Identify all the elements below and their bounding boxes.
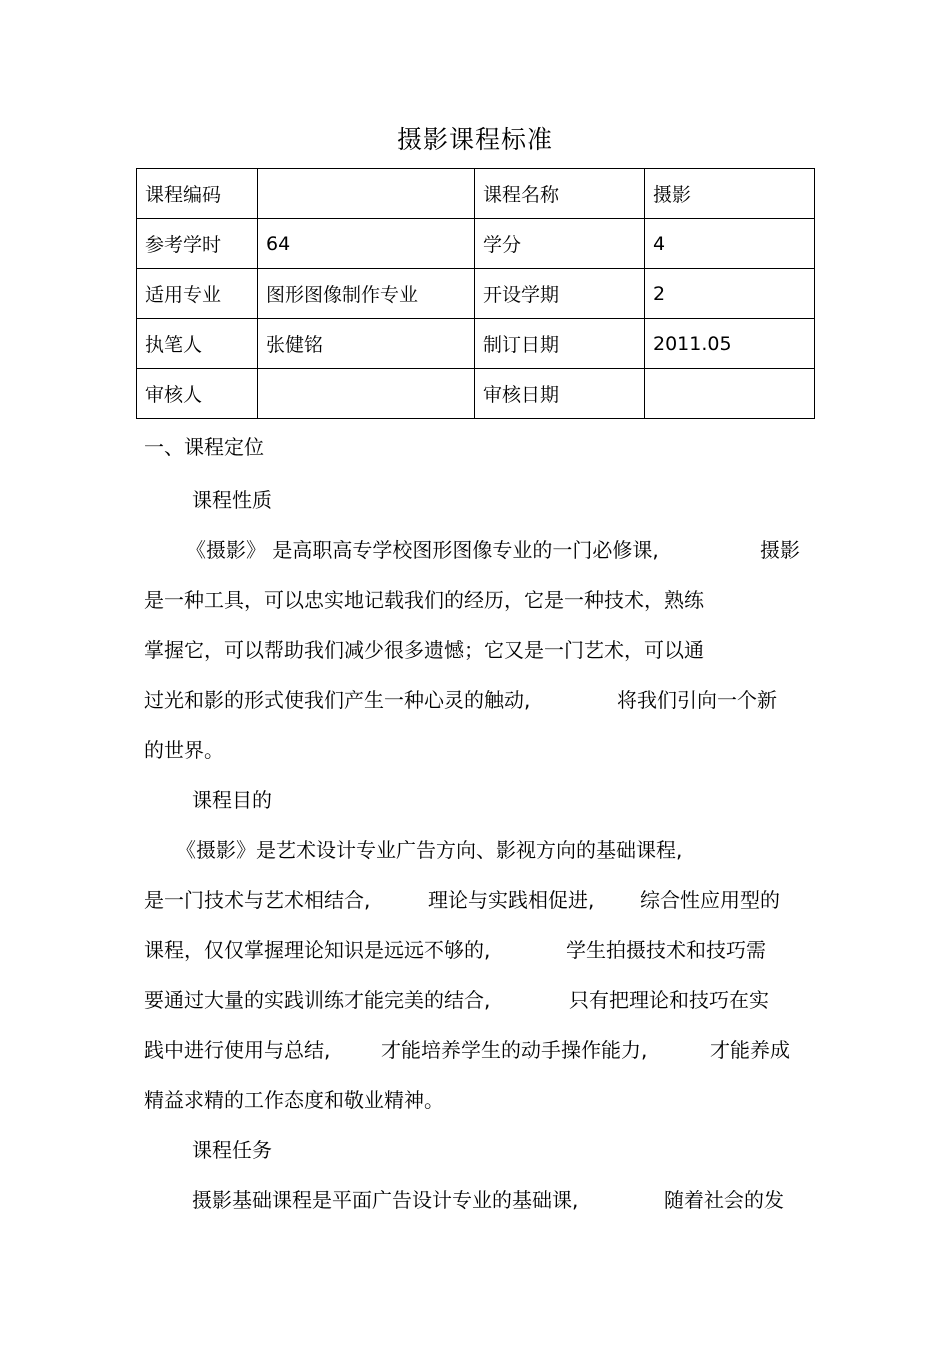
paragraph-line: 过光和影的形式使我们产生一种心灵的触动, <box>144 688 531 712</box>
paragraph-line: 只有把理论和技巧在实 <box>569 988 769 1012</box>
paragraph-line: 摄影基础课程是平面广告设计专业的基础课, <box>192 1188 579 1212</box>
table-cell: 审核日期 <box>475 369 645 419</box>
table-cell: 摄影 <box>645 169 815 219</box>
table-cell: 张健铭 <box>258 319 475 369</box>
paragraph-line: 《摄影》是艺术设计专业广告方向、影视方向的基础课程, <box>176 838 683 862</box>
paragraph-line: 精益求精的工作态度和敬业精神。 <box>144 1088 444 1112</box>
paragraph-line: 将我们引向一个新 <box>617 688 777 712</box>
paragraph-line: 学生拍摄技术和技巧需 <box>566 938 766 962</box>
table-cell: 审核人 <box>137 369 258 419</box>
table-cell: 课程编码 <box>137 169 258 219</box>
table-row <box>137 369 815 419</box>
table-cell: 制订日期 <box>475 319 645 369</box>
table-cell <box>258 169 475 219</box>
table-cell <box>258 369 475 419</box>
table-cell: 适用专业 <box>137 269 258 319</box>
table-row <box>137 169 815 219</box>
table-cell: 参考学时 <box>137 219 258 269</box>
section-heading: 一、课程定位 <box>144 435 264 459</box>
table-cell <box>645 369 815 419</box>
paragraph-line: 要通过大量的实践训练才能完美的结合, <box>144 988 491 1012</box>
table-row <box>137 269 815 319</box>
paragraph-line: 《摄影》 是高职高专学校图形图像专业的一门必修课, <box>186 538 659 562</box>
table-row <box>137 319 815 369</box>
subsection-heading: 课程目的 <box>192 788 272 812</box>
subsection-heading: 课程任务 <box>192 1138 272 1162</box>
table-cell: 4 <box>645 219 815 269</box>
paragraph-line: 才能养成 <box>710 1038 790 1062</box>
table-cell: 64 <box>258 219 475 269</box>
table-cell: 图形图像制作专业 <box>258 269 475 319</box>
table-row <box>137 219 815 269</box>
paragraph-line: 综合性应用型的 <box>640 888 780 912</box>
table-cell: 课程名称 <box>475 169 645 219</box>
paragraph-line: 才能培养学生的动手操作能力, <box>381 1038 648 1062</box>
paragraph-line: 是一门技术与艺术相结合, <box>144 888 371 912</box>
table-cell: 学分 <box>475 219 645 269</box>
table-cell: 2011.05 <box>645 319 815 369</box>
table-cell: 开设学期 <box>475 269 645 319</box>
paragraph-line: 是一种工具，可以忠实地记载我们的经历，它是一种技术，熟练 <box>144 588 704 612</box>
table-cell: 执笔人 <box>137 319 258 369</box>
paragraph-line: 践中进行使用与总结, <box>144 1038 331 1062</box>
course-info-table <box>136 168 815 419</box>
paragraph-line: 随着社会的发 <box>664 1188 784 1212</box>
table-cell: 2 <box>645 269 815 319</box>
paragraph-line: 理论与实践相促进, <box>428 888 595 912</box>
subsection-heading: 课程性质 <box>192 488 272 512</box>
paragraph-line: 摄影 <box>760 538 800 562</box>
paragraph-line: 掌握它，可以帮助我们减少很多遗憾；它又是一门艺术，可以通 <box>144 638 704 662</box>
document-title: 摄影课程标准 <box>396 125 553 154</box>
paragraph-line: 的世界。 <box>144 738 224 762</box>
paragraph-line: 课程，仅仅掌握理论知识是远远不够的, <box>144 938 491 962</box>
